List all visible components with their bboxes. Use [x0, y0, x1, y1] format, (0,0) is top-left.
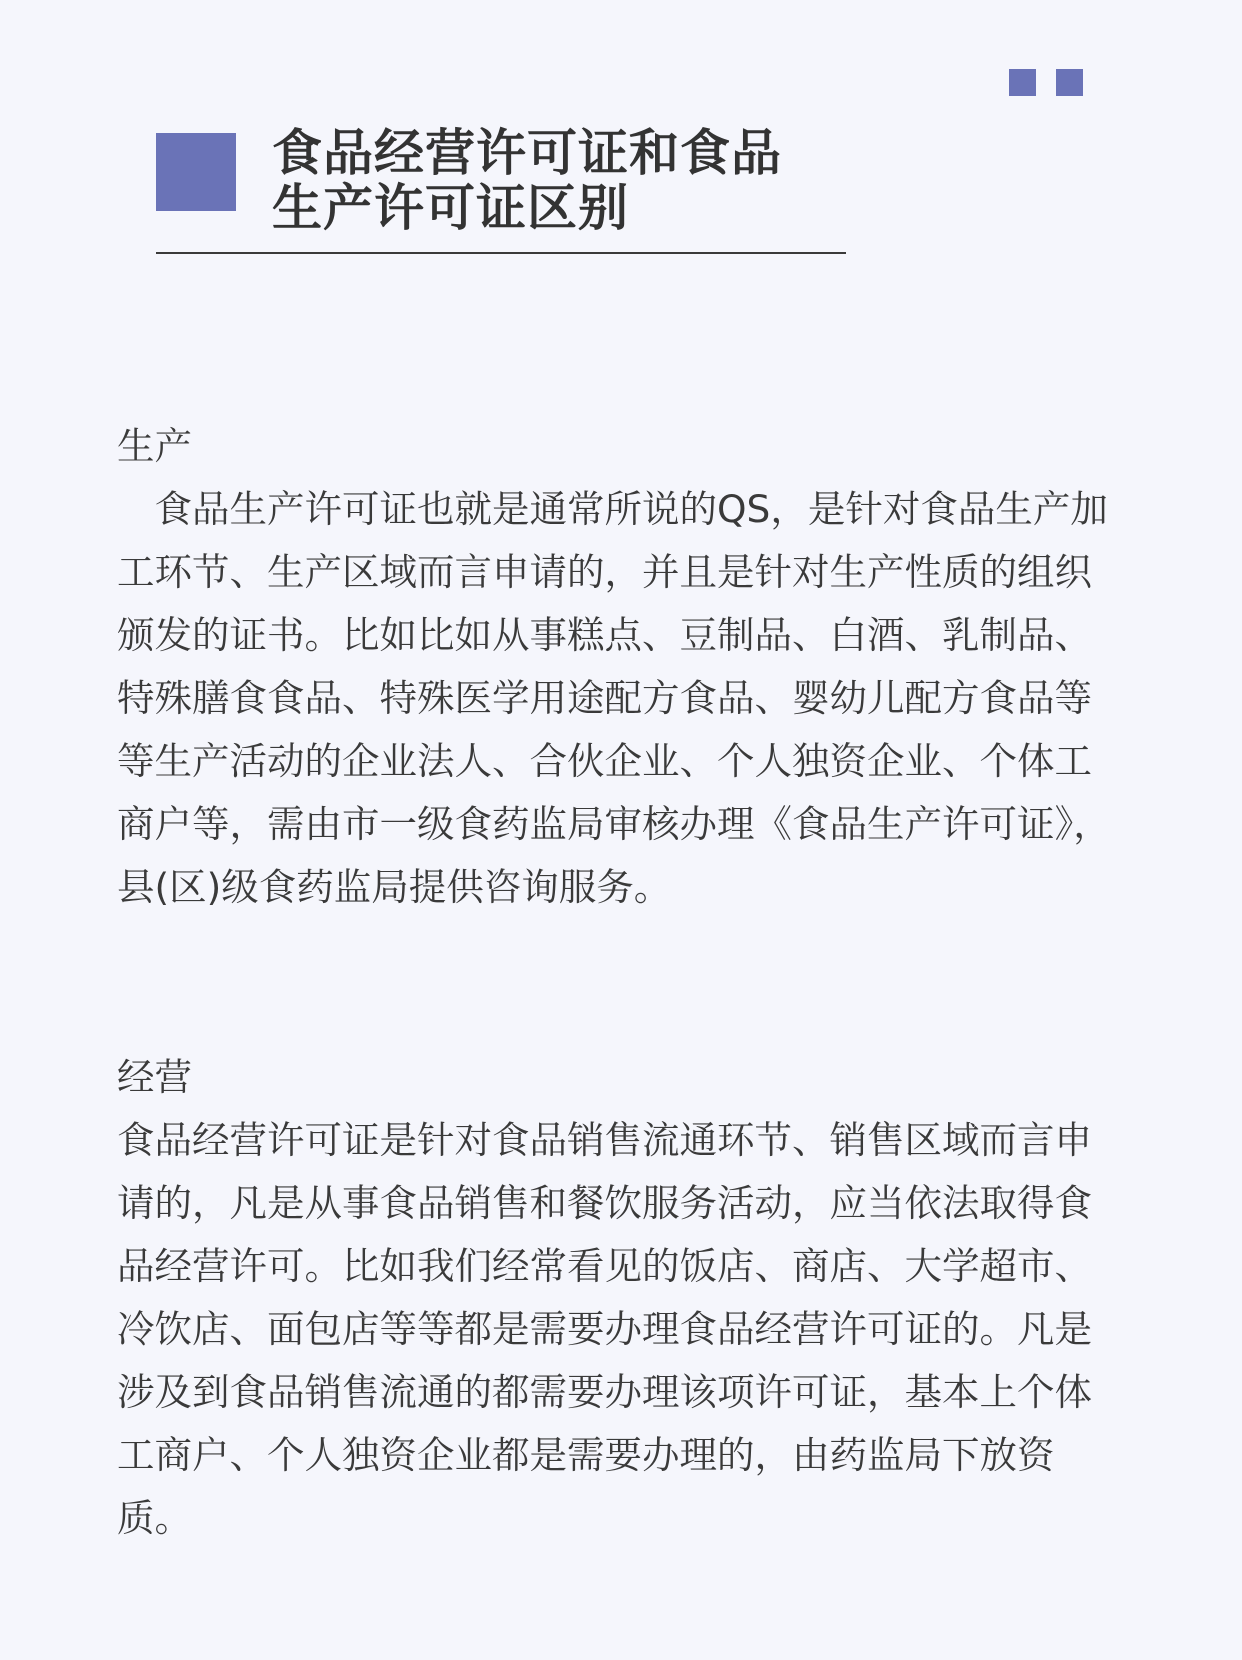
- title-underline: [156, 252, 846, 254]
- page-title: [272, 126, 872, 236]
- section-heading: 生产: [117, 424, 192, 468]
- section-body: 食品生产许可证也就是通常所说的QS，是针对食品生产加工环节、生产区域而言申请的，并且是针对生产性质的组织颁发的证书。比如比如从事糕点、豆制品、白酒、乳制品、特殊膳食食品、特殊医学用途配方食品、婴幼儿配方食品等等生产活动的企业法人、合伙企业、个人独资企业、个体工商户等，需由市一级食药监局审核办理《食品生产许可证》，县(区)级食药监局提供咨询服务。: [117, 487, 1111, 909]
- section-heading: 经营: [117, 1055, 192, 1099]
- title-line-1: 食品经营许可证和食品: [272, 124, 782, 182]
- decorative-square: [1056, 69, 1083, 96]
- section-production: [117, 415, 1127, 919]
- section-body: 食品经营许可证是针对食品销售流通环节、销售区域而言申请的，凡是从事食品销售和餐饮服务活动，应当依法取得食品经营许可。比如我们经常看见的饭店、商店、大学超市、冷饮店、面包店等等都是需要办理食品经营许可证的。凡是涉及到食品销售流通的都需要办理该项许可证，基本上个体工商户、个人独资企业都是需要办理的，由药监局下放资质。: [117, 1118, 1092, 1540]
- title-accent-block: [156, 133, 236, 211]
- section-business: [117, 1046, 1127, 1550]
- decorative-square: [1009, 69, 1036, 96]
- title-line-2: 生产许可证区别: [272, 179, 629, 237]
